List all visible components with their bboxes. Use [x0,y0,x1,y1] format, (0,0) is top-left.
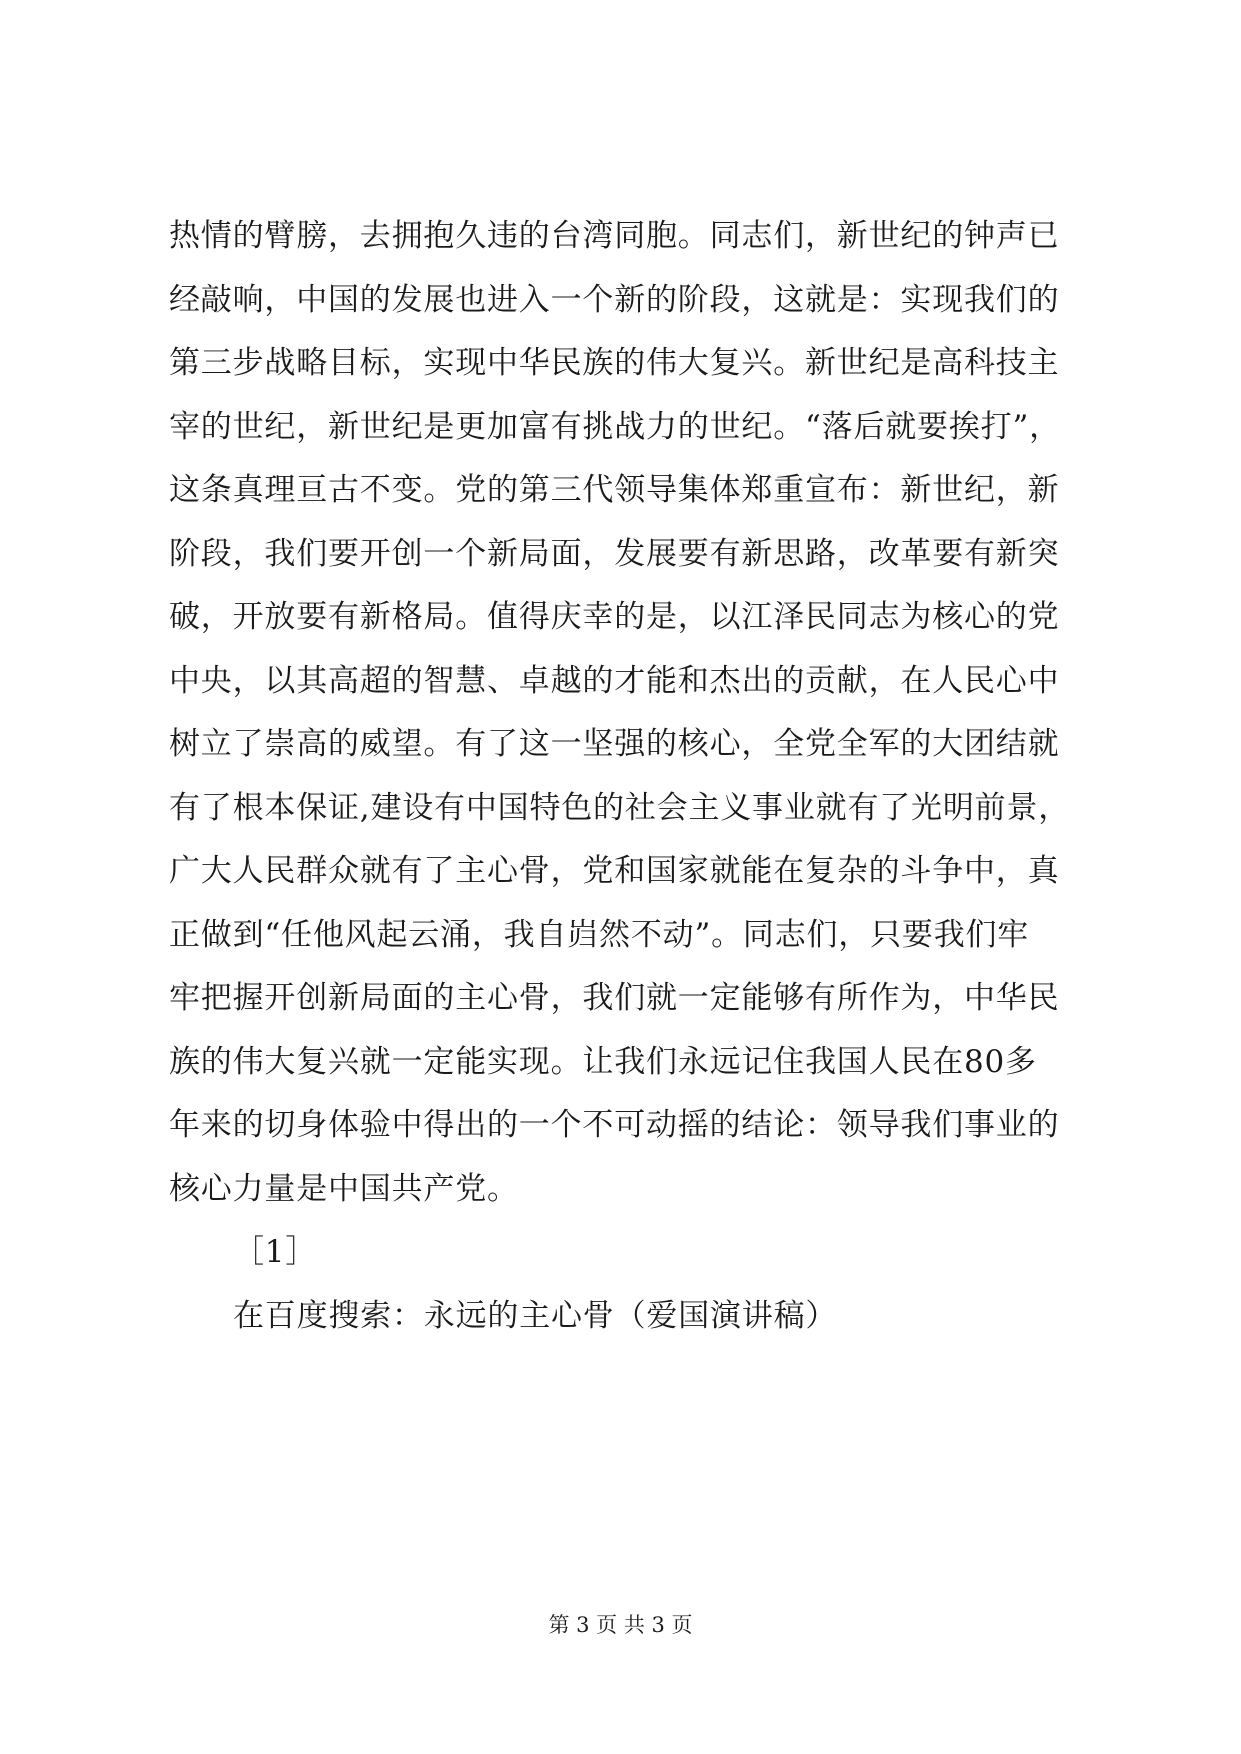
paragraph-line-3: 第三步战略目标，实现中华民族的伟大复兴。新世纪是高科技主 [169,345,1060,381]
paragraph-line-14: 族的伟大复兴就一定能实现。让我们永远记住我国人民在80多 [169,1043,1037,1080]
paragraph-line-9: 树立了崇高的威望。有了这一坚强的核心，全党全军的大团结就 [169,726,1060,762]
paragraph-line-4: 宰的世纪，新世纪是更加富有挑战力的世纪。“落后就要挨打”， [169,408,1061,445]
paragraph-line-2: 经敲响，中国的发展也进入一个新的阶段，这就是：实现我们的 [169,281,1060,318]
paragraph-line-16: 核心力量是中国共产党。 [169,1170,519,1207]
paragraph-line-13: 牢把握开创新局面的主心骨，我们就一定能够有所作为，中华民 [169,980,1060,1016]
reference-marker: ［1］ [233,1234,318,1270]
paragraph-line-6: 阶段，我们要开创一个新局面，发展要有新思路，改革要有新突 [169,535,1060,572]
paragraph-line-15: 年来的切身体验中得出的一个不可动摇的结论：领导我们事业的 [169,1107,1060,1143]
paragraph-line-8: 中央，以其高超的智慧、卓越的才能和杰出的贡献，在人民心中 [169,662,1060,699]
paragraph-line-1: 热情的臂膀，去拥抱久违的台湾同胞。同志们，新世纪的钟声已 [169,218,1060,254]
paragraph-line-10: 有了根本保证,建设有中国特色的社会主义事业就有了光明前景， [169,789,1071,826]
paragraph-line-5: 这条真理亘古不变。党的第三代领导集体郑重宣布：新世纪，新 [169,472,1060,508]
paragraph-line-11: 广大人民群众就有了主心骨，党和国家就能在复杂的斗争中，真 [169,853,1060,889]
paragraph-line-12: 正做到“任他风起云涌，我自岿然不动”。同志们，只要我们牢 [169,916,1030,953]
document-body [169,205,1089,1348]
search-hint-line: 在百度搜索：永远的主心骨（爱国演讲稿） [233,1297,838,1334]
page-number-footer: 第 3 页 共 3 页 [548,1613,693,1637]
paragraph-line-7: 破，开放要有新格局。值得庆幸的是，以江泽民同志为核心的党 [169,599,1060,635]
